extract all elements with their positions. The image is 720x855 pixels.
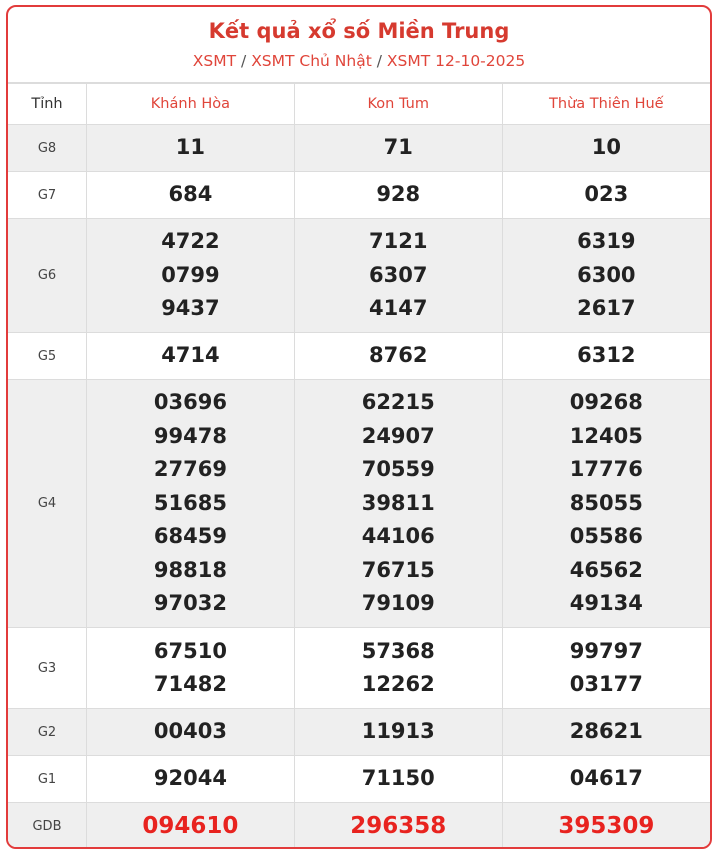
result-number: 05586 [569, 524, 643, 549]
results-header [8, 7, 710, 83]
result-number: 6312 [577, 343, 636, 368]
breadcrumb-link-xsmt-date[interactable]: XSMT 12-10-2025 [386, 52, 526, 70]
result-number: 27769 [153, 457, 227, 482]
result-number: 09268 [569, 390, 643, 415]
result-number: 12405 [569, 423, 643, 448]
result-number: 7121 [369, 229, 428, 254]
result-number: 2617 [577, 296, 636, 321]
results-body [8, 125, 710, 850]
breadcrumb-link-xsmt[interactable]: XSMT [192, 52, 237, 70]
result-number: 76715 [361, 557, 435, 582]
special-prize-number: 094610 [142, 812, 239, 839]
page-title: Kết quả xổ số Miền Trung [208, 19, 510, 43]
prize-label: G6 [8, 219, 87, 333]
prize-label: G2 [8, 709, 87, 756]
prize-label: GDB [8, 803, 87, 850]
result-cell [502, 803, 710, 850]
result-cell [502, 380, 710, 628]
result-number: 49134 [569, 591, 643, 616]
result-number: 79109 [361, 591, 435, 616]
result-number: 12262 [361, 672, 435, 696]
result-cell [294, 628, 502, 709]
result-number: 4722 [161, 229, 220, 254]
result-cell [502, 125, 710, 172]
result-number: 6319 [577, 229, 636, 254]
table-row [8, 803, 710, 850]
result-cell [294, 172, 502, 219]
result-number: 04617 [569, 766, 643, 791]
prize-label: G8 [8, 125, 87, 172]
breadcrumb [8, 51, 710, 71]
table-row [8, 709, 710, 756]
result-cell [294, 125, 502, 172]
result-number: 44106 [361, 524, 435, 549]
table-row [8, 219, 710, 333]
result-number: 70559 [361, 457, 435, 482]
result-cell [294, 333, 502, 380]
result-number: 71150 [361, 766, 435, 791]
result-number: 6300 [577, 262, 636, 287]
result-cell [87, 219, 295, 333]
result-number: 0799 [161, 262, 220, 287]
result-cell [87, 803, 295, 850]
results-card [6, 5, 712, 849]
result-cell [294, 756, 502, 803]
result-cell [87, 709, 295, 756]
result-cell [87, 628, 295, 709]
breadcrumb-link-xsmt-chu-nhat[interactable]: XSMT Chủ Nhật [251, 52, 372, 70]
prize-column-header: Tỉnh [8, 84, 87, 125]
result-number: 03177 [569, 672, 643, 696]
result-cell [87, 756, 295, 803]
breadcrumb-separator: / [241, 52, 247, 70]
result-cell [87, 125, 295, 172]
result-number: 9437 [161, 296, 220, 321]
result-cell [294, 380, 502, 628]
result-number: 99797 [569, 638, 643, 663]
table-row [8, 756, 710, 803]
result-cell [294, 219, 502, 333]
prize-label: G1 [8, 756, 87, 803]
result-cell [87, 172, 295, 219]
result-number: 10 [591, 135, 621, 160]
prize-label: G4 [8, 380, 87, 628]
result-number: 00403 [153, 719, 227, 744]
result-number: 51685 [153, 490, 227, 515]
result-number: 97032 [153, 591, 227, 616]
results-table [8, 83, 710, 849]
result-number: 99478 [153, 423, 227, 448]
table-row [8, 333, 710, 380]
result-number: 98818 [153, 557, 227, 582]
result-number: 11 [175, 135, 206, 160]
result-number: 57368 [361, 638, 435, 663]
result-number: 8762 [369, 343, 428, 368]
province-header[interactable]: Thừa Thiên Huế [502, 84, 710, 125]
result-number: 68459 [153, 524, 227, 549]
result-cell [87, 333, 295, 380]
result-cell [294, 709, 502, 756]
table-row [8, 628, 710, 709]
result-cell [294, 803, 502, 850]
result-number: 28621 [569, 719, 643, 744]
table-row [8, 172, 710, 219]
result-number: 39811 [361, 490, 435, 515]
result-number: 684 [168, 182, 213, 207]
special-prize-number: 395309 [558, 812, 655, 839]
result-number: 71 [383, 135, 413, 160]
result-cell [502, 172, 710, 219]
result-number: 928 [376, 182, 421, 207]
result-number: 92044 [153, 766, 227, 791]
result-number: 023 [584, 182, 629, 207]
prize-label: G7 [8, 172, 87, 219]
result-number: 24907 [361, 423, 435, 448]
province-header[interactable]: Kon Tum [294, 84, 502, 125]
result-cell [502, 219, 710, 333]
result-number: 17776 [569, 457, 643, 482]
table-header-row [8, 84, 710, 125]
result-number: 62215 [361, 390, 435, 415]
breadcrumb-separator: / [376, 52, 382, 70]
special-prize-number: 296358 [350, 812, 447, 839]
result-number: 4714 [161, 343, 220, 368]
result-number: 85055 [569, 490, 643, 515]
result-cell [502, 756, 710, 803]
result-number: 11913 [361, 719, 435, 744]
province-header[interactable]: Khánh Hòa [87, 84, 295, 125]
result-number: 03696 [153, 390, 227, 415]
result-cell [87, 380, 295, 628]
result-number: 67510 [153, 638, 227, 663]
result-cell [502, 709, 710, 756]
result-number: 4147 [369, 296, 428, 321]
table-row [8, 380, 710, 628]
result-number: 6307 [369, 262, 428, 287]
result-cell [502, 333, 710, 380]
result-number: 71482 [153, 672, 227, 696]
result-number: 46562 [569, 557, 643, 582]
prize-label: G5 [8, 333, 87, 380]
result-cell [502, 628, 710, 709]
table-row [8, 125, 710, 172]
prize-label: G3 [8, 628, 87, 709]
